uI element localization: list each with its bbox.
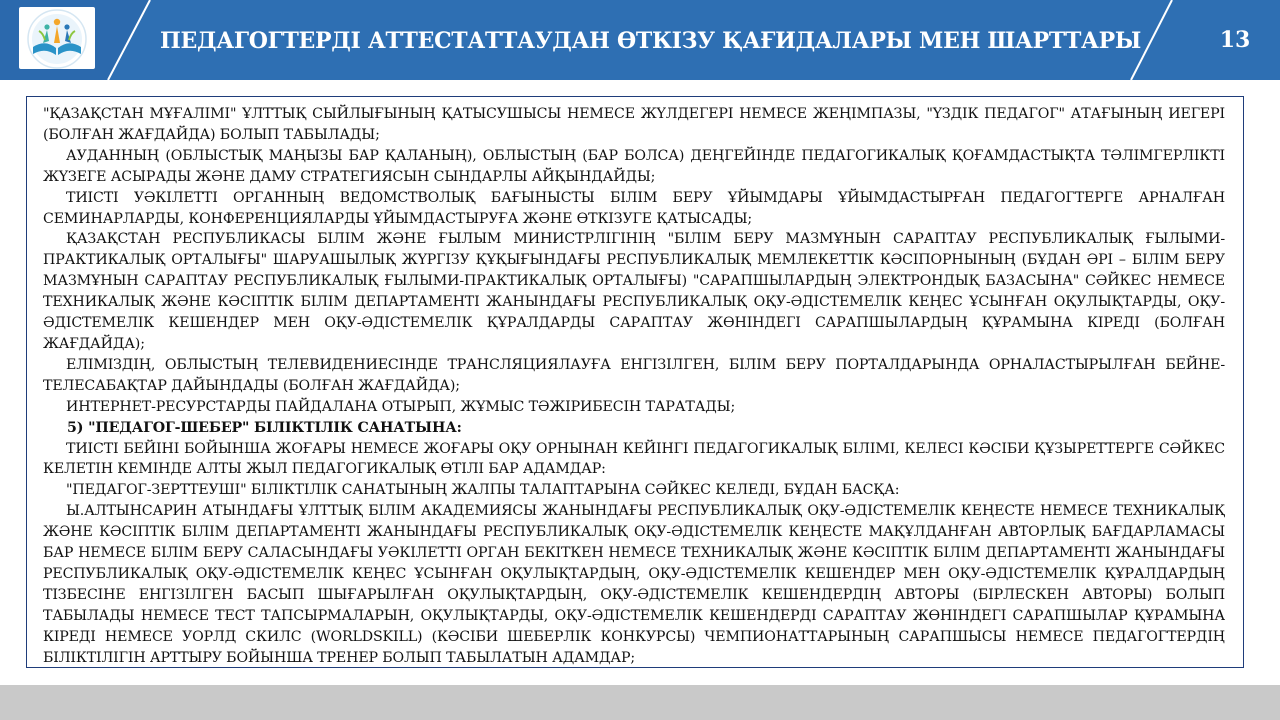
paragraph: ИНТЕРНЕТ-РЕСУРСТАРДЫ ПАЙДАЛАНА ОТЫРЫП, ЖҰМЫС ТӘЖІРИБЕСІН ТАРАТАДЫ;	[66, 398, 736, 415]
page-title: ПЕДАГОГТЕРДІ АТТЕСТАТТАУДАН ӨТКІЗУ ҚАҒИДАЛАРЫ МЕН ШАРТТАРЫ	[160, 28, 1142, 54]
footer-bar	[0, 685, 1280, 720]
header-bar	[0, 0, 1280, 80]
page-number: 13	[1219, 27, 1251, 53]
paragraph: ҚАЗАҚСТАН РЕСПУБЛИКАСЫ БІЛІМ ЖӘНЕ ҒЫЛЫМ МИНИСТРЛІГІНІҢ "БІЛІМ БЕРУ МАЗМҰНЫН САРАПТАУ РЕСПУБЛИКАЛЫҚ ҒЫЛЫМИ-ПРАКТИКАЛЫҚ ОРТАЛЫҒЫ" ШАРУАШЫЛЫҚ ЖҮРГІЗУ ҚҰҚЫҒЫНДАҒЫ РЕСПУБЛИКАЛЫҚ МЕМЛЕКЕТТІК КӘСІПОРНЫНЫҢ (БҰДАН ӘРІ – БІЛІМ БЕРУ МАЗМҰНЫН САРАПТАУ РЕСПУБЛИКАЛЫҚ ҒЫЛЫМИ-ПРАКТИКАЛЫҚ ОРТАЛЫҒЫ) "САРАПШЫЛАРДЫҢ ЭЛЕКТРОНДЫҚ БАЗАСЫНА" СӘЙКЕС НЕМЕСЕ ТЕХНИКАЛЫҚ ЖӘНЕ КӘСІПТІК БІЛІМ ДЕПАРТАМЕНТІ ЖАНЫНДАҒЫ РЕСПУБЛИКАЛЫҚ ОҚУ-ӘДІСТЕМЕЛІК КЕҢЕС ҰСЫНҒАН ОҚУЛЫҚТАРДЫ, ОҚУ-ӘДІСТЕМЕЛІК КЕШЕНДЕР МЕН ОҚУ-ӘДІСТЕМЕЛІК ҚҰРАЛДАРДЫ САРАПТАУ ЖӨНІНДЕГІ САРАПШЫЛАРДЫҢ ҚҰРАМЫНА КІРЕДІ (БОЛҒАН ЖАҒДАЙДА);	[43, 231, 1225, 352]
paragraph: ТИІСТІ БЕЙІНІ БОЙЫНША ЖОҒАРЫ НЕМЕСЕ ЖОҒАРЫ ОҚУ ОРНЫНАН КЕЙІНГІ ПЕДАГОГИКАЛЫҚ БІЛІМІ, КЕЛЕСІ КӘСІБИ ҚҰЗЫРЕТТЕРГЕ СӘЙКЕС КЕЛЕТІН КЕМІНДЕ АЛТЫ ЖЫЛ ПЕДАГОГИКАЛЫҚ ӨТІЛІ БАР АДАМДАР:	[43, 440, 1225, 478]
paragraph: "ҚАЗАҚСТАН МҰҒАЛІМІ" ҰЛТТЫҚ СЫЙЛЫҒЫНЫҢ ҚАТЫСУШЫСЫ НЕМЕСЕ ЖҮЛДЕГЕРІ НЕМЕСЕ ЖЕҢІМПАЗЫ, "ҮЗДІК ПЕДАГОГ" АТАҒЫНЫҢ ИЕГЕРІ (БОЛҒАН ЖАҒДАЙДА) БОЛЫП ТАБЫЛАДЫ;	[43, 106, 1225, 143]
paragraph: ЕЛІМІЗДІҢ, ОБЛЫСТЫҢ ТЕЛЕВИДЕНИЕСІНДЕ ТРАНСЛЯЦИЯЛАУҒА ЕНГІЗІЛГЕН, БІЛІМ БЕРУ ПОРТАЛДАРЫНДА ОРНАЛАСТЫРЫЛҒАН БЕЙНЕ-ТЕЛЕСАБАҚТАР ДАЙЫНДАДЫ (БОЛҒАН ЖАҒДАЙДА);	[43, 356, 1225, 394]
paragraph: ТИІСТІ УӘКІЛЕТТІ ОРГАННЫҢ ВЕДОМСТВОЛЫҚ БАҒЫНЫСТЫ БІЛІМ БЕРУ ҰЙЫМДАРЫ ҰЙЫМДАСТЫРҒАН ПЕДАГОГТЕРГЕ АРНАЛҒАН СЕМИНАРЛАРДЫ, КОНФЕРЕНЦИЯЛАРДЫ ҰЙЫМДАСТЫРУҒА ЖӘНЕ ӨТКІЗУГЕ ҚАТЫСАДЫ;	[43, 189, 1225, 227]
book-and-people-logo-icon	[19, 7, 95, 69]
paragraph: "ПЕДАГОГ-ЗЕРТТЕУШІ" БІЛІКТІЛІК САНАТЫНЫҢ ЖАЛПЫ ТАЛАПТАРЫНА СӘЙКЕС КЕЛЕДІ, БҰДАН БАСҚА:	[66, 482, 900, 499]
paragraph: АУДАННЫҢ (ОБЛЫСТЫҚ МАҢЫЗЫ БАР ҚАЛАНЫҢ), ОБЛЫСТЫҢ (БАР БОЛСА) ДЕҢГЕЙІНДЕ ПЕДАГОГИКАЛЫҚ ҚОҒАМДАСТЫҚТА ТӘЛІМГЕРЛІКТІ ЖҮЗЕГЕ АСЫРАДЫ ЖӘНЕ ДАМУ СТРАТЕГИЯСЫН СЫНДАРЛЫ АЙҚЫНДАЙДЫ;	[43, 147, 1225, 185]
paragraph: Ы.АЛТЫНСАРИН АТЫНДАҒЫ ҰЛТТЫҚ БІЛІМ АКАДЕМИЯСЫ ЖАНЫНДАҒЫ РЕСПУБЛИКАЛЫҚ ОҚУ-ӘДІСТЕМЕЛІК КЕҢЕСТЕ НЕМЕСЕ ТЕХНИКАЛЫҚ ЖӘНЕ КӘСІПТІК БІЛІМ ДЕПАРТАМЕНТІ ЖАНЫНДАҒЫ РЕСПУБЛИКАЛЫҚ ОҚУ-ӘДІСТЕМЕЛІК КЕҢЕСТЕ МАҚҰЛДАНҒАН АВТОРЛЫҚ БАҒДАРЛАМАСЫ БАР НЕМЕСЕ БІЛІМ БЕРУ САЛАСЫНДАҒЫ УӘКІЛЕТТІ ОРГАН БЕКІТКЕН НЕМЕСЕ ТЕХНИКАЛЫҚ ЖӘНЕ КӘСІПТІК БІЛІМ ДЕПАРТАМЕНТІ ЖАНЫНДАҒЫ РЕСПУБЛИКАЛЫҚ ОҚУ-ӘДІСТЕМЕЛІК КЕҢЕС ҰСЫНҒАН ОҚУЛЫҚТАРДЫҢ, ОҚУ-ӘДІСТЕМЕЛІК КЕШЕНДЕР МЕН ОҚУ-ӘДІСТЕМЕЛІК ҚҰРАЛДАРДЫҢ ТІЗБЕСІНЕ ЕНГІЗІЛГЕН БАСЫП ШЫҒАРЫЛҒАН ОҚУЛЫҚТАРДЫҢ, ОҚУ-ӘДІСТЕМЕЛІК КЕШЕНДЕРДІҢ АВТОРЫ (БІРЛЕСКЕН АВТОРЫ) БОЛЫП ТАБЫЛАДЫ НЕМЕСЕ ТЕСТ ТАПСЫРМАЛАРЫН, ОҚУЛЫҚТАРДЫ, ОҚУ-ӘДІСТЕМЕЛІК КЕШЕНДЕРДІ САРАПТАУ ЖӨНІНДЕГІ САРАПШЫЛАР ҚҰРАМЫНА КІРЕДІ НЕМЕСЕ УОРЛД СКИЛС (WORLDSKILL) (КӘСІБИ ШЕБЕРЛІК КОНКУРСЫ) ЧЕМПИОНАТТАРЫНЫҢ САРАПШЫСЫ НЕМЕСЕ ПЕДАГОГТЕРДІҢ БІЛІКТІЛІГІН АРТТЫРУ БОЙЫНША ТРЕНЕР БОЛЫП ТАБЫЛАТЫН АДАМДАР;	[43, 503, 1225, 666]
section-heading: 5) "ПЕДАГОГ-ШЕБЕР" БІЛІКТІЛІК САНАТЫНА:	[67, 419, 462, 436]
content-box	[26, 96, 1244, 668]
